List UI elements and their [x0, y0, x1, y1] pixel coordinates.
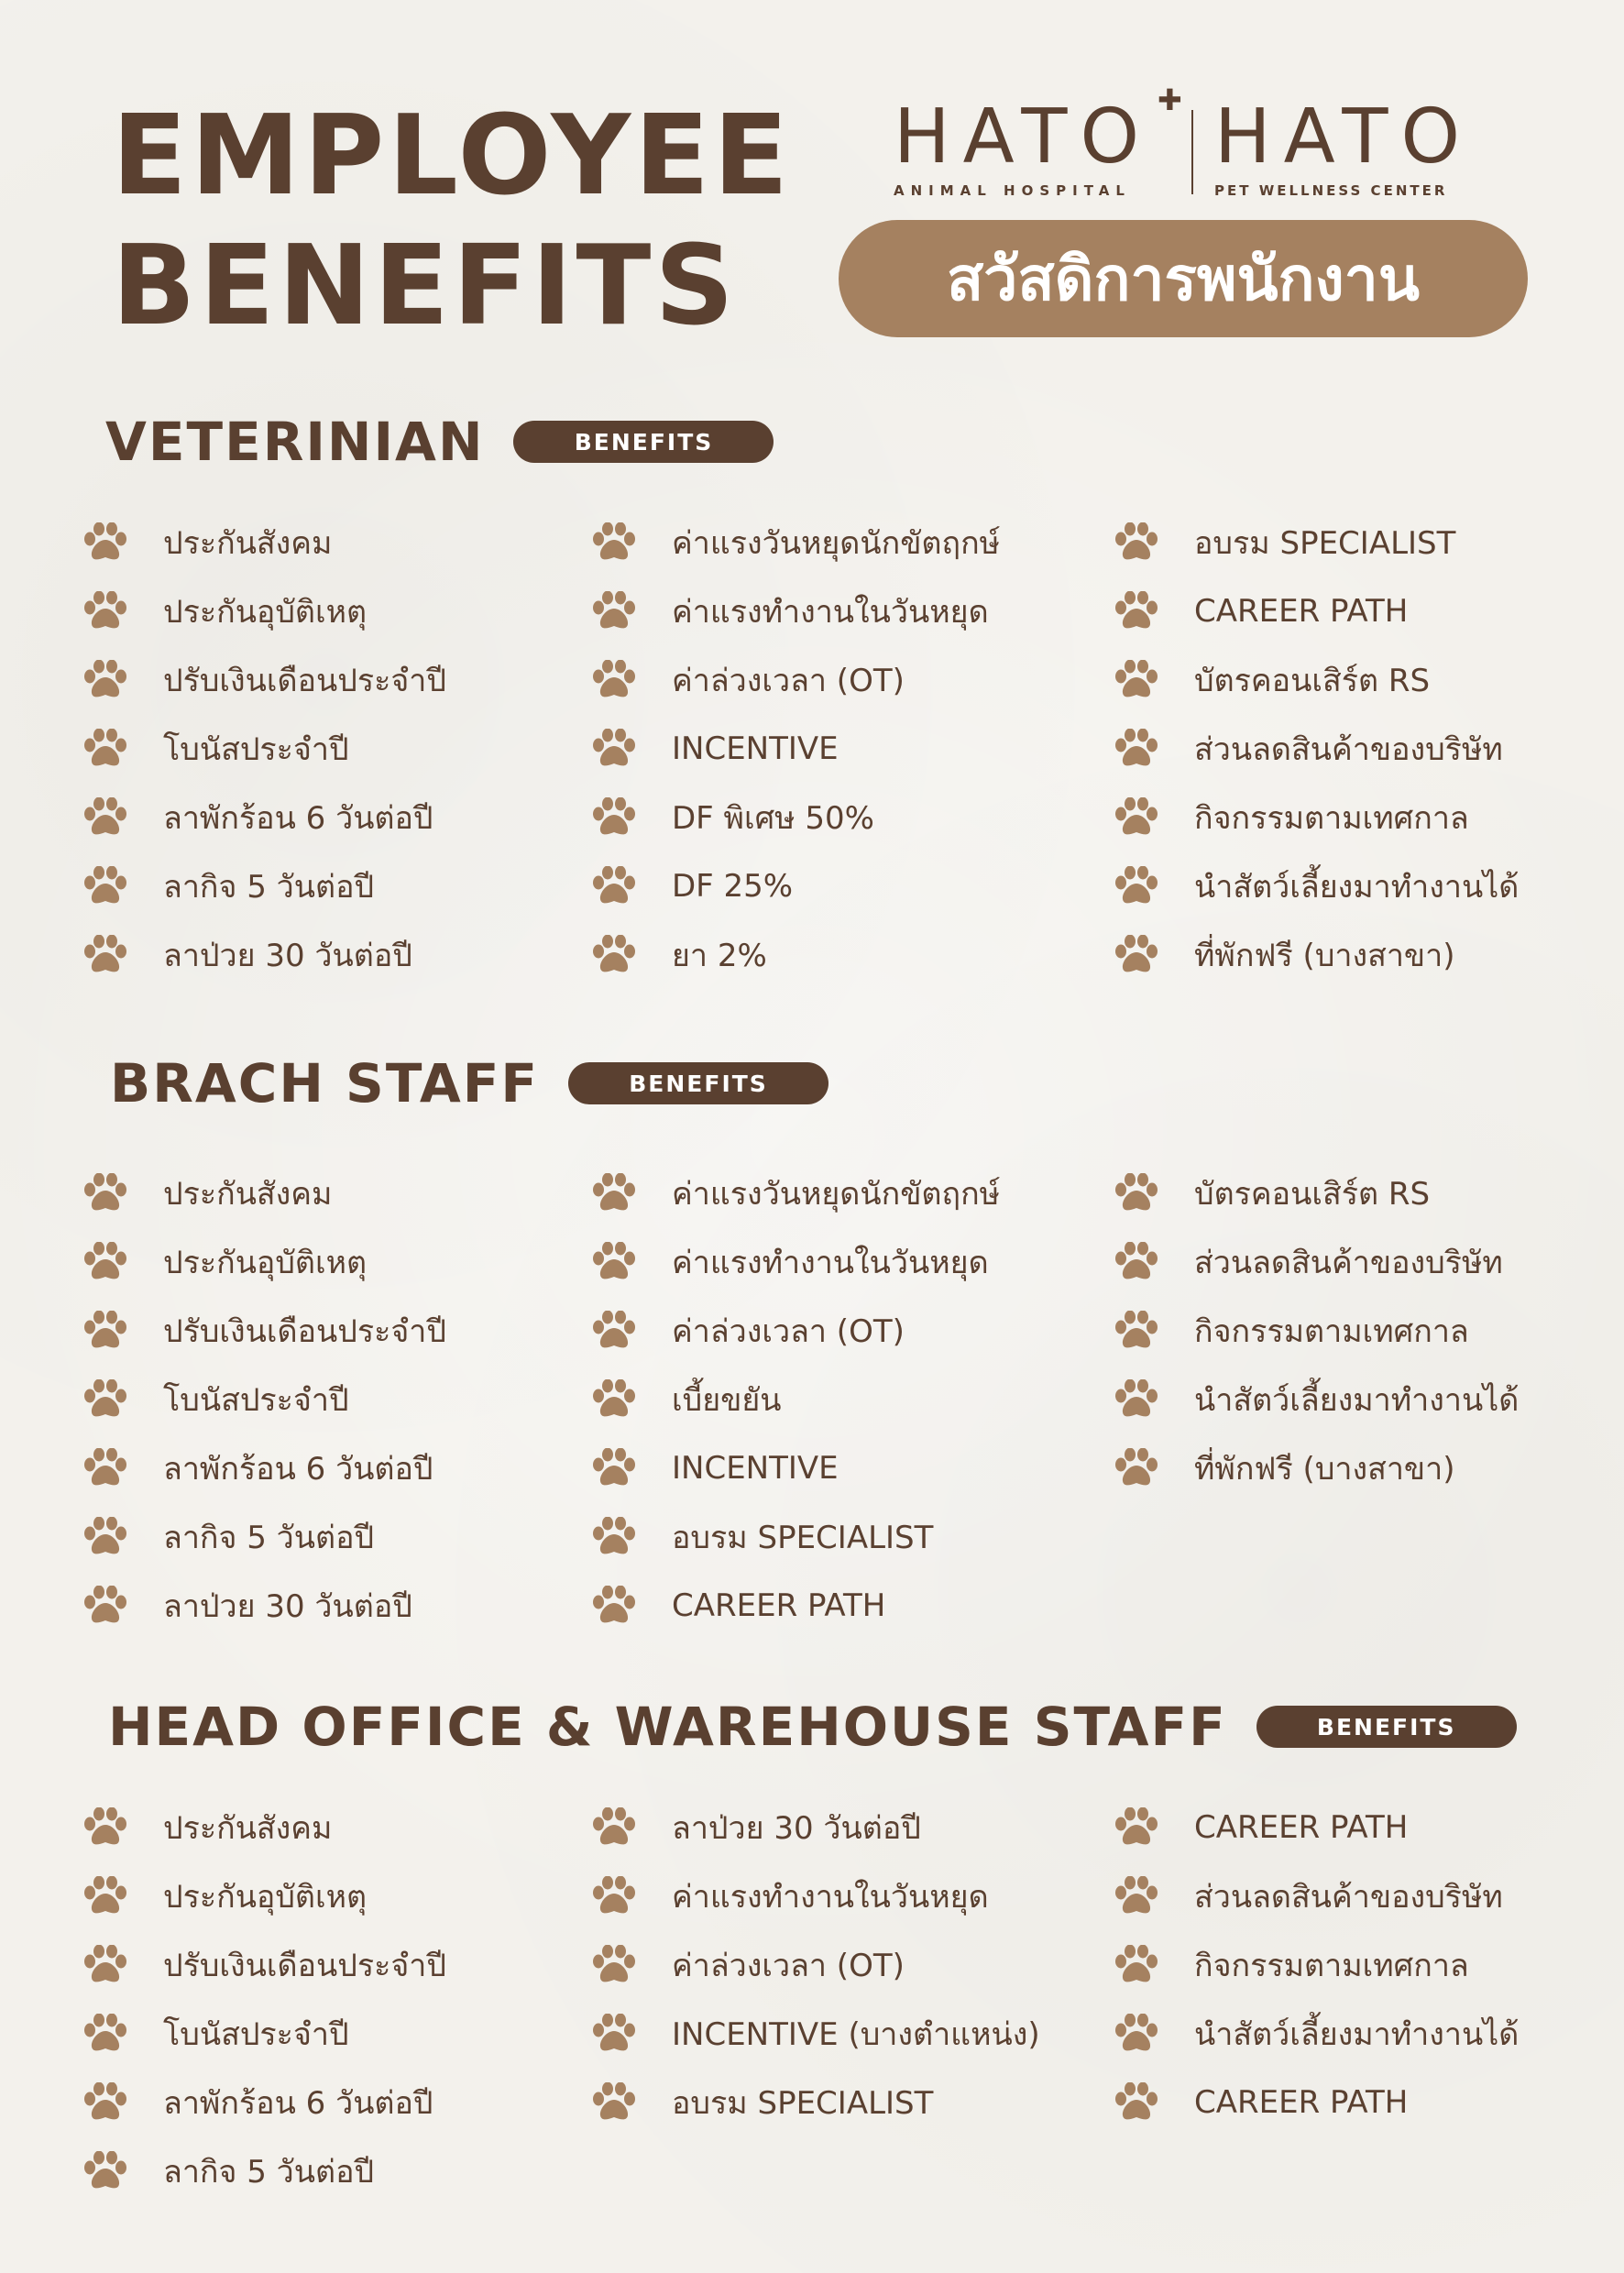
benefit-item — [591, 1800, 921, 1855]
logo-pet-wellness — [1214, 93, 1474, 199]
paw-icon — [82, 1379, 128, 1420]
paw-icon — [82, 1448, 128, 1488]
paw-icon — [591, 1379, 637, 1420]
benefit-item — [591, 1372, 782, 1427]
benefit-item — [1114, 584, 1408, 639]
paw-icon — [1114, 660, 1159, 700]
logo-left-sub: ANIMAL HOSPITAL — [894, 182, 1131, 199]
paw-icon — [82, 866, 128, 906]
benefit-label: CAREER PATH — [672, 1587, 886, 1624]
paw-icon — [82, 2014, 128, 2054]
benefit-label: ประกันอุบัติเหตุ — [163, 1245, 368, 1281]
benefit-label: ค่าแรงทำงานในวันหยุด — [672, 1879, 989, 1916]
benefit-label: ค่าล่วงเวลา (OT) — [672, 663, 905, 699]
benefit-label: INCENTIVE — [672, 1450, 839, 1487]
benefit-item — [1114, 1303, 1469, 1358]
benefit-label: อบรม SPECIALIST — [1194, 525, 1456, 562]
benefit-label: ประกันอุบัติเหตุ — [163, 594, 368, 631]
paw-icon — [591, 591, 637, 631]
paw-icon — [82, 2151, 128, 2191]
paw-icon — [1114, 797, 1159, 838]
benefit-label: ค่าแรงวันหยุดนักขัตฤกษ์ — [672, 525, 1001, 562]
benefit-item — [82, 584, 367, 639]
paw-icon — [82, 1173, 128, 1213]
paw-icon — [591, 797, 637, 838]
benefit-label: ส่วนลดสินค้าของบริษัท — [1194, 1879, 1503, 1916]
benefit-item — [1114, 790, 1469, 845]
paw-icon — [82, 2082, 128, 2123]
benefit-item — [591, 2006, 1040, 2061]
paw-icon — [82, 1876, 128, 1916]
benefit-label: ค่าล่วงเวลา (OT) — [672, 1948, 905, 1984]
benefit-label: ค่าแรงทำงานในวันหยุด — [672, 594, 989, 631]
benefit-item — [591, 1303, 905, 1358]
benefit-item — [82, 515, 332, 570]
benefit-label: CAREER PATH — [1194, 1809, 1409, 1846]
paw-icon — [82, 522, 128, 563]
benefit-label: ค่าแรงวันหยุดนักขัตฤกษ์ — [672, 1176, 1001, 1213]
benefit-label: DF 25% — [672, 868, 794, 905]
benefit-item — [591, 1166, 1000, 1221]
benefit-item — [591, 2075, 933, 2130]
benefit-item — [1114, 721, 1503, 776]
benefit-item — [82, 721, 349, 776]
benefit-item — [1114, 515, 1455, 570]
paw-icon — [82, 935, 128, 975]
benefit-item — [1114, 1800, 1408, 1855]
benefit-item — [82, 2006, 349, 2061]
benefit-label: ลาพักร้อน 6 วันต่อปี — [163, 2085, 433, 2122]
paw-icon — [82, 729, 128, 769]
benefit-label: อบรม SPECIALIST — [672, 1520, 934, 1556]
paw-icon — [1114, 1173, 1159, 1213]
benefit-label: กิจกรรมตามเทศกาล — [1194, 800, 1469, 837]
benefit-item — [1114, 1235, 1503, 1290]
benefit-item — [82, 2144, 374, 2199]
benefit-label: ลาป่วย 30 วันต่อปี — [163, 1588, 412, 1625]
benefit-label: กิจกรรมตามเทศกาล — [1194, 1948, 1469, 1984]
benefit-item — [82, 1166, 332, 1221]
paw-icon — [1114, 1242, 1159, 1282]
logo-right-sub: PET WELLNESS CENTER — [1214, 182, 1448, 199]
benefit-item — [591, 1441, 839, 1496]
benefit-item — [591, 1235, 989, 1290]
benefit-label: ส่วนลดสินค้าของบริษัท — [1194, 731, 1503, 768]
paw-icon — [1114, 1807, 1159, 1848]
benefit-label: นำสัตว์เลี้ยงมาทำงานได้ — [1194, 869, 1520, 906]
benefit-item — [1114, 859, 1519, 914]
paw-icon — [591, 1807, 637, 1848]
benefit-label: ยา 2% — [672, 938, 767, 974]
paw-icon — [591, 1945, 637, 1985]
paw-icon — [591, 522, 637, 563]
benefit-item — [591, 928, 767, 983]
paw-icon — [1114, 935, 1159, 975]
logo-animal-hospital — [894, 93, 1153, 199]
benefit-item — [82, 1372, 349, 1427]
paw-icon — [591, 866, 637, 906]
section-header-veterinian — [105, 411, 774, 473]
benefit-item — [82, 1303, 446, 1358]
benefit-item — [1114, 1372, 1519, 1427]
benefit-label: INCENTIVE (บางตำแหน่ง) — [672, 2016, 1040, 2053]
benefit-label: ที่พักฟรี (บางสาขา) — [1194, 938, 1455, 974]
paw-icon — [591, 1448, 637, 1488]
section-header-brach-staff — [110, 1052, 828, 1115]
benefit-label: กิจกรรมตามเทศกาล — [1194, 1313, 1469, 1350]
section-title: BRACH STAFF — [110, 1052, 540, 1115]
benefit-item — [591, 653, 905, 708]
paw-icon — [82, 1586, 128, 1626]
page-title — [112, 92, 792, 352]
benefit-label: นำสัตว์เลี้ยงมาทำงานได้ — [1194, 2016, 1520, 2053]
benefit-label: ลาป่วย 30 วันต่อปี — [672, 1810, 921, 1847]
paw-icon — [591, 1242, 637, 1282]
benefit-label: โบนัสประจำปี — [163, 731, 349, 768]
benefit-item — [82, 859, 374, 914]
benefit-item — [591, 584, 989, 639]
benefit-label: โบนัสประจำปี — [163, 2016, 349, 2053]
benefit-item — [1114, 1938, 1469, 1993]
paw-icon — [591, 1586, 637, 1626]
paw-icon — [1114, 1876, 1159, 1916]
benefit-item — [82, 1578, 412, 1633]
benefit-label: ลาพักร้อน 6 วันต่อปี — [163, 800, 433, 837]
benefit-item — [82, 2075, 433, 2130]
benefit-item — [82, 790, 433, 845]
benefit-label: นำสัตว์เลี้ยงมาทำงานได้ — [1194, 1382, 1520, 1419]
section-title: HEAD OFFICE & WAREHOUSE STAFF — [108, 1696, 1227, 1758]
benefit-item — [591, 1510, 933, 1565]
paw-icon — [1114, 729, 1159, 769]
benefit-label: ค่าล่วงเวลา (OT) — [672, 1313, 905, 1350]
benefit-label: บัตรคอนเสิร์ต RS — [1194, 663, 1431, 699]
paw-icon — [591, 660, 637, 700]
benefit-label: ลากิจ 5 วันต่อปี — [163, 2154, 375, 2191]
benefits-badge: BENEFITS — [513, 421, 774, 463]
benefit-label: CAREER PATH — [1194, 2084, 1409, 2121]
section-title: VETERINIAN — [105, 411, 485, 473]
benefits-badge: BENEFITS — [1256, 1706, 1517, 1748]
benefit-item — [82, 1235, 367, 1290]
benefit-item — [1114, 1869, 1503, 1924]
paw-icon — [1114, 2014, 1159, 2054]
section-header-head-office — [108, 1696, 1517, 1758]
benefit-label: ลาป่วย 30 วันต่อปี — [163, 938, 412, 974]
benefit-label: CAREER PATH — [1194, 593, 1409, 630]
paw-icon — [591, 1173, 637, 1213]
benefit-item — [82, 928, 412, 983]
paw-icon — [82, 591, 128, 631]
paw-icon — [82, 797, 128, 838]
benefit-item — [82, 1510, 374, 1565]
paw-icon — [1114, 1945, 1159, 1985]
paw-icon — [1114, 1311, 1159, 1351]
benefit-item — [591, 1938, 905, 1993]
benefit-item — [82, 1869, 367, 1924]
paw-icon — [82, 660, 128, 700]
paw-icon — [1114, 2082, 1159, 2123]
benefit-item — [82, 653, 446, 708]
benefit-label: ปรับเงินเดือนประจำปี — [163, 1313, 446, 1350]
paw-icon — [591, 2082, 637, 2123]
benefit-item — [591, 721, 839, 776]
benefit-item — [1114, 653, 1430, 708]
benefit-item — [82, 1441, 433, 1496]
benefit-item — [1114, 2075, 1408, 2130]
title-line-2: BENEFITS — [112, 223, 738, 350]
benefit-item — [1114, 928, 1455, 983]
paw-icon — [82, 1945, 128, 1985]
benefit-item — [591, 790, 874, 845]
benefit-label: ปรับเงินเดือนประจำปี — [163, 663, 446, 699]
benefit-label: ค่าแรงทำงานในวันหยุด — [672, 1245, 989, 1281]
logo-left-word: HATO — [894, 93, 1153, 181]
title-line-1: EMPLOYEE — [112, 93, 793, 220]
paw-icon — [82, 1242, 128, 1282]
benefit-item — [591, 1869, 989, 1924]
benefit-item — [82, 1938, 446, 1993]
paw-icon — [1114, 1379, 1159, 1420]
benefit-item — [591, 515, 1000, 570]
hato-logo — [894, 82, 1474, 199]
benefit-label: บัตรคอนเสิร์ต RS — [1194, 1176, 1431, 1213]
benefit-label: ประกันสังคม — [163, 1810, 333, 1847]
benefit-label: INCENTIVE — [672, 730, 839, 767]
benefit-label: ลากิจ 5 วันต่อปี — [163, 869, 375, 906]
logo-divider — [1191, 110, 1193, 194]
paw-icon — [1114, 1448, 1159, 1488]
plus-icon: ✚ — [1158, 82, 1182, 117]
benefit-label: โบนัสประจำปี — [163, 1382, 349, 1419]
benefit-label: ลากิจ 5 วันต่อปี — [163, 1520, 375, 1556]
benefits-badge: BENEFITS — [568, 1062, 828, 1104]
paw-icon — [591, 2014, 637, 2054]
benefit-label: ที่พักฟรี (บางสาขา) — [1194, 1451, 1455, 1488]
paw-icon — [82, 1517, 128, 1557]
paw-icon — [82, 1311, 128, 1351]
paw-icon — [1114, 522, 1159, 563]
benefit-label: ประกันอุบัติเหตุ — [163, 1879, 368, 1916]
paw-icon — [1114, 866, 1159, 906]
paw-icon — [591, 1876, 637, 1916]
benefit-label: ประกันสังคม — [163, 1176, 333, 1213]
benefit-item — [591, 1578, 885, 1633]
benefit-label: ปรับเงินเดือนประจำปี — [163, 1948, 446, 1984]
benefit-label: DF พิเศษ 50% — [672, 800, 874, 837]
benefit-label: ส่วนลดสินค้าของบริษัท — [1194, 1245, 1503, 1281]
benefit-label: เบี้ยขยัน — [672, 1382, 782, 1419]
paw-icon — [591, 1517, 637, 1557]
thai-title-pill: สวัสดิการพนักงาน — [839, 220, 1528, 337]
benefit-item — [1114, 2006, 1519, 2061]
benefit-item — [1114, 1166, 1430, 1221]
benefit-label: ลาพักร้อน 6 วันต่อปี — [163, 1451, 433, 1488]
benefit-item — [591, 859, 793, 914]
paw-icon — [591, 935, 637, 975]
paw-icon — [591, 729, 637, 769]
paw-icon — [591, 1311, 637, 1351]
benefit-label: อบรม SPECIALIST — [672, 2085, 934, 2122]
benefit-item — [1114, 1441, 1455, 1496]
benefit-item — [82, 1800, 332, 1855]
paw-icon — [1114, 591, 1159, 631]
benefit-label: ประกันสังคม — [163, 525, 333, 562]
logo-right-word: HATO — [1214, 93, 1474, 181]
paw-icon — [82, 1807, 128, 1848]
